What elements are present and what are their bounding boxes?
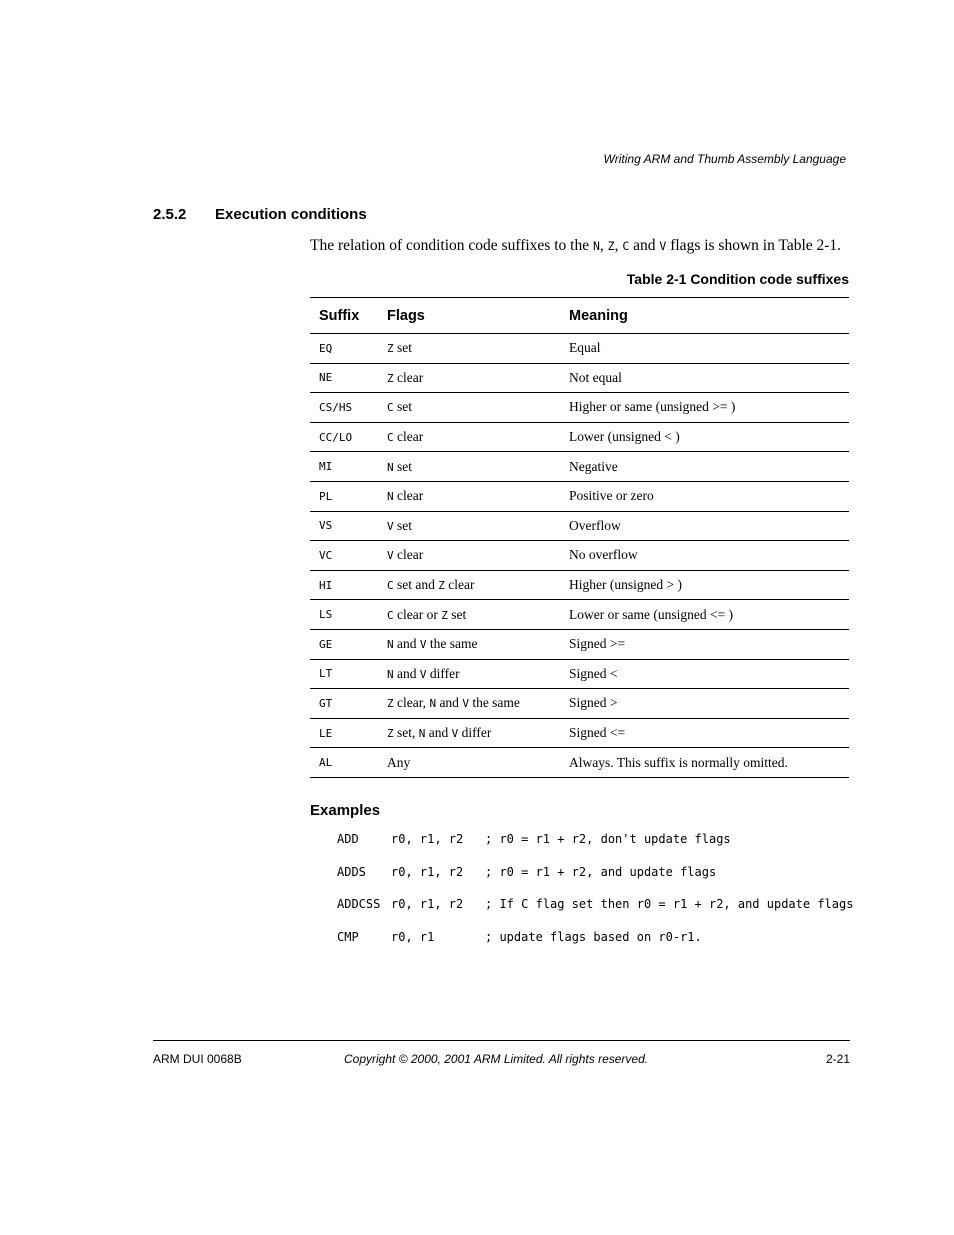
flag-code: Z xyxy=(438,579,445,593)
flag-code: N xyxy=(387,490,394,504)
code-operands: r0, r1 xyxy=(391,930,435,945)
table-row xyxy=(310,452,849,482)
flags-text: set and xyxy=(393,577,439,593)
suffix-cell: AL xyxy=(310,748,378,778)
flag-code: V xyxy=(387,549,394,563)
flag-code: Z xyxy=(387,697,394,711)
flags-text: set xyxy=(393,458,412,474)
intro-separator: and xyxy=(629,237,660,254)
flag-code: N xyxy=(429,697,437,711)
flag-code: C xyxy=(387,431,394,445)
code-operands: r0, r1, r2 xyxy=(391,897,464,912)
meaning-cell: Always. This suffix is normally omitted. xyxy=(560,748,849,778)
flags-text: and xyxy=(425,725,452,741)
table-caption: Table 2-1 Condition code suffixes xyxy=(626,271,849,287)
meaning-cell: Lower (unsigned < ) xyxy=(560,422,849,452)
flags-text: set xyxy=(393,340,412,356)
meaning-cell: Overflow xyxy=(560,511,849,541)
flags-text: differ xyxy=(426,665,460,681)
flags-cell xyxy=(378,659,560,689)
flag-code: N xyxy=(387,638,394,652)
suffix-cell: LT xyxy=(310,659,378,689)
examples-heading: Examples xyxy=(310,802,381,819)
flags-cell xyxy=(378,452,560,482)
table-row xyxy=(310,629,849,659)
flags-cell xyxy=(378,481,560,511)
meaning-cell: Lower or same (unsigned <= ) xyxy=(560,600,849,630)
flag-code: V xyxy=(419,667,427,681)
flags-cell xyxy=(378,570,560,600)
flags-text: and xyxy=(393,665,420,681)
table-row xyxy=(310,363,849,393)
code-operands: r0, r1, r2 xyxy=(391,864,464,879)
header-meaning: Meaning xyxy=(560,298,849,334)
flags-text: clear xyxy=(393,488,424,504)
code-opcode: CMP xyxy=(337,930,359,945)
flag-n-code: N xyxy=(592,239,600,253)
footer-copyright: Copyright © 2000, 2001 ARM Limited. All rights reserved. xyxy=(344,1052,649,1066)
flags-text: set xyxy=(393,399,412,415)
meaning-cell: No overflow xyxy=(560,541,849,571)
header-flags: Flags xyxy=(378,298,560,334)
suffix-cell: VC xyxy=(310,541,378,571)
table-row xyxy=(310,718,849,748)
table-row xyxy=(310,541,849,571)
flag-code: V xyxy=(462,697,469,711)
flags-cell xyxy=(378,600,560,630)
table-row xyxy=(310,511,849,541)
flag-code: V xyxy=(387,519,394,533)
flag-c-code: C xyxy=(622,239,630,253)
flags-text: and xyxy=(436,695,463,711)
flags-text: set xyxy=(393,517,412,533)
flag-z-code: Z xyxy=(607,239,615,253)
suffix-cell: CS/HS xyxy=(310,393,378,423)
flag-code: Z xyxy=(387,727,394,741)
flag-code: N xyxy=(387,460,394,474)
intro-separator: , xyxy=(614,237,623,254)
running-head: Writing ARM and Thumb Assembly Language xyxy=(603,152,846,166)
table-row xyxy=(310,334,849,364)
flag-code: Z xyxy=(387,342,394,356)
flags-text: and xyxy=(393,636,420,652)
suffix-cell: GE xyxy=(310,629,378,659)
suffix-cell: VS xyxy=(310,511,378,541)
condition-code-table xyxy=(310,297,849,778)
flag-code: Z xyxy=(387,371,394,385)
intro-text: flags is shown in Table 2-1. xyxy=(666,237,842,254)
flag-code: V xyxy=(451,727,459,741)
suffix-cell: LS xyxy=(310,600,378,630)
flags-cell xyxy=(378,511,560,541)
flag-code: C xyxy=(387,401,394,415)
meaning-cell: Signed < xyxy=(560,659,849,689)
code-opcode: ADD xyxy=(337,832,359,846)
meaning-cell: Negative xyxy=(560,452,849,482)
intro-paragraph xyxy=(310,237,841,255)
flag-v-code: V xyxy=(659,239,667,253)
intro-text: The relation of condition code suffixes to the xyxy=(310,237,593,254)
meaning-cell: Higher (unsigned > ) xyxy=(560,570,849,600)
code-comment: ; If C flag set then r0 = r1 + r2, and update flags xyxy=(485,897,854,912)
table-row xyxy=(310,748,849,778)
code-operands: r0, r1, r2 xyxy=(391,832,464,846)
code-comment: ; update flags based on r0-r1. xyxy=(485,930,702,945)
flags-cell xyxy=(378,393,560,423)
flags-text: clear xyxy=(444,577,475,593)
flag-code: N xyxy=(418,727,426,741)
meaning-cell: Signed > xyxy=(560,689,849,719)
intro-separator: , xyxy=(599,237,608,254)
flag-code: C xyxy=(387,579,394,593)
flags-cell xyxy=(378,422,560,452)
flags-text: differ xyxy=(458,725,492,741)
flag-code: V xyxy=(419,638,427,652)
flags-text: set, xyxy=(393,725,419,741)
table-row xyxy=(310,422,849,452)
meaning-cell: Signed <= xyxy=(560,718,849,748)
table-row xyxy=(310,689,849,719)
flag-code: Z xyxy=(441,608,448,622)
suffix-cell: MI xyxy=(310,452,378,482)
suffix-cell: CC/LO xyxy=(310,422,378,452)
flags-text: clear xyxy=(393,429,424,445)
suffix-cell: PL xyxy=(310,481,378,511)
suffix-cell: GT xyxy=(310,689,378,719)
footer-page-number: 2-21 xyxy=(825,1052,850,1066)
flags-cell xyxy=(378,363,560,393)
table-header-row xyxy=(310,298,849,334)
code-opcode: ADDCSS xyxy=(337,897,381,912)
table-row xyxy=(310,600,849,630)
flags-text: set xyxy=(447,606,467,622)
flags-cell xyxy=(378,718,560,748)
flags-text: clear xyxy=(393,369,424,385)
meaning-cell: Higher or same (unsigned >= ) xyxy=(560,393,849,423)
section-number: 2.5.2 xyxy=(153,206,187,223)
meaning-cell: Equal xyxy=(560,334,849,364)
suffix-cell: LE xyxy=(310,718,378,748)
flags-text: clear, xyxy=(393,695,430,711)
flag-code: N xyxy=(387,667,394,681)
flags-text: the same xyxy=(426,636,478,652)
suffix-cell: NE xyxy=(310,363,378,393)
flags-text: the same xyxy=(468,695,520,711)
table-row xyxy=(310,393,849,423)
footer-divider xyxy=(153,1040,850,1041)
flags-cell xyxy=(378,334,560,364)
flag-code: C xyxy=(387,608,394,622)
suffix-cell: EQ xyxy=(310,334,378,364)
meaning-cell: Positive or zero xyxy=(560,481,849,511)
code-opcode: ADDS xyxy=(337,864,366,879)
table-row xyxy=(310,659,849,689)
flags-cell xyxy=(378,748,560,778)
footer-doc-id: ARM DUI 0068B xyxy=(153,1052,242,1066)
section-heading xyxy=(153,206,367,223)
code-comment: ; r0 = r1 + r2, don't update flags xyxy=(485,832,731,846)
suffix-cell: HI xyxy=(310,570,378,600)
meaning-cell: Signed >= xyxy=(560,629,849,659)
flags-cell xyxy=(378,689,560,719)
section-title: Execution conditions xyxy=(215,206,367,223)
meaning-cell: Not equal xyxy=(560,363,849,393)
flags-cell xyxy=(378,541,560,571)
code-comment: ; r0 = r1 + r2, and update flags xyxy=(485,864,717,879)
table-row xyxy=(310,570,849,600)
flags-cell xyxy=(378,629,560,659)
flags-text: Any xyxy=(387,754,411,770)
table-body xyxy=(310,334,849,778)
flags-text: clear xyxy=(393,547,424,563)
header-suffix: Suffix xyxy=(310,298,378,334)
table-row xyxy=(310,481,849,511)
flags-text: clear or xyxy=(393,606,442,622)
